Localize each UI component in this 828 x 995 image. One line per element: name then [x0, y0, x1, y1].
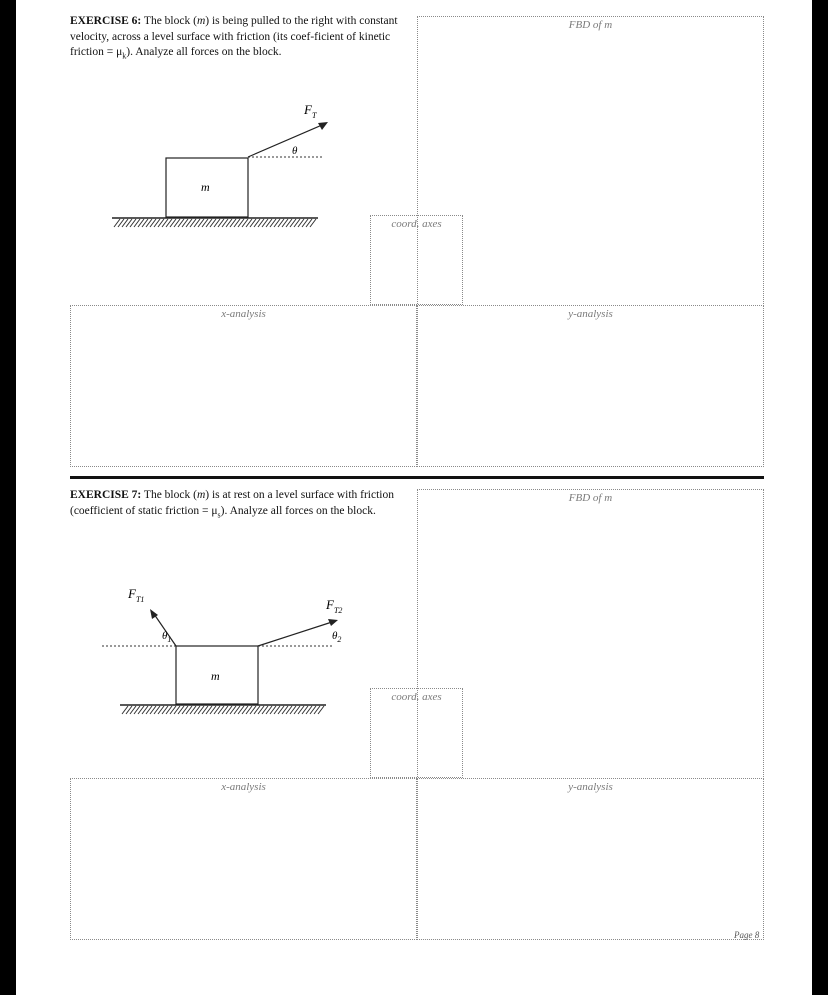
exercise-6-text-part: ) is being pulled to the right with constant velocity, across a level surface with friction (its coef-ficient of kinetic friction = μ: [70, 15, 398, 58]
exercise-7-mass-symbol: m: [196, 489, 206, 501]
section-divider: [70, 476, 764, 479]
ground-hatching: [120, 705, 326, 714]
y-analysis-label: y-analysis: [568, 781, 613, 793]
tension-force-arrow: [248, 125, 322, 157]
exercise-7-figure: [96, 580, 356, 720]
exercise-6-coord-axes-box[interactable]: [370, 215, 463, 305]
fbd-label: FBD of m: [568, 492, 613, 504]
worksheet-page: [16, 0, 812, 995]
tension-2-force-arrow: [258, 622, 332, 646]
exercise-7-text-part: The block (: [141, 489, 197, 501]
exercise-7-coord-axes-box[interactable]: [370, 688, 463, 778]
exercise-7-x-analysis-box[interactable]: [70, 778, 417, 940]
coord-axes-label: coord. axes: [391, 218, 442, 230]
coord-axes-label: coord. axes: [391, 691, 442, 703]
exercise-7-mu-subscript: s: [217, 509, 221, 519]
angle-1-label: $\theta_1$: [162, 630, 172, 644]
exercise-6-x-analysis-box[interactable]: [70, 305, 417, 467]
exercise-6-text-part: The block (: [141, 15, 197, 27]
x-analysis-label: x-analysis: [221, 781, 266, 793]
tension-2-arrowhead: [328, 619, 338, 626]
exercise-6-text: [70, 14, 410, 64]
ground-hatching: [112, 218, 318, 227]
exercise-6-text-part: ). Analyze all forces on the block.: [126, 46, 282, 58]
tension-1-force-label: $F_{T1}$: [128, 586, 145, 604]
exercise-7-text-part: ). Analyze all forces on the block.: [220, 504, 376, 517]
block-label: m: [211, 669, 220, 683]
exercise-7-text: [70, 488, 410, 522]
x-analysis-label: x-analysis: [221, 308, 266, 320]
exercise-7-text-part: ) is at rest on a level surface with friction (coefficient of static friction = μ: [70, 489, 394, 517]
exercise-7-fbd-box[interactable]: [417, 489, 764, 779]
angle-label: θ: [292, 145, 298, 157]
exercise-7-y-analysis-box[interactable]: [417, 778, 764, 940]
exercise-6-heading: EXERCISE 6:: [70, 15, 142, 27]
exercise-6-y-analysis-box[interactable]: [417, 305, 764, 467]
tension-2-force-label: $F_{T2}$: [326, 597, 343, 615]
y-analysis-label: y-analysis: [568, 308, 613, 320]
tension-force-label: $F_T$: [304, 102, 317, 120]
angle-2-label: $\theta_2$: [332, 630, 342, 644]
exercise-6-mass-symbol: m: [196, 15, 206, 27]
exercise-6-mu-subscript: k: [122, 51, 127, 61]
fbd-label: FBD of m: [568, 19, 613, 31]
exercise-7-heading: EXERCISE 7:: [70, 489, 142, 501]
page-number: Page 8: [734, 930, 760, 940]
exercise-6-figure: [100, 95, 340, 235]
block-label: m: [201, 180, 210, 194]
exercise-6-fbd-box[interactable]: [417, 16, 764, 306]
